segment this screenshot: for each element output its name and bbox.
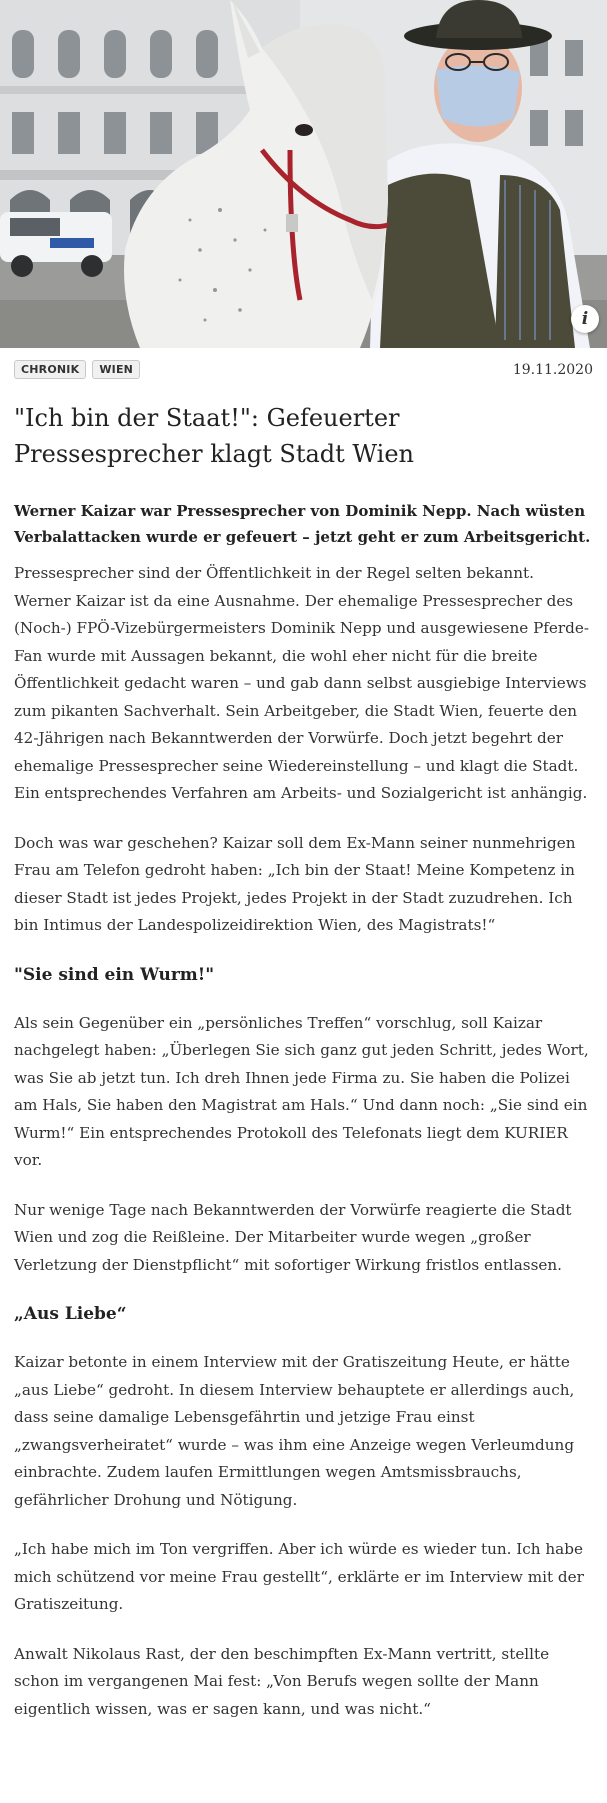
hero-image [0, 0, 607, 348]
tag-list [14, 360, 140, 379]
paragraph-3: Als sein Gegenüber ein „persönliches Treffen“ vorschlug, soll Kaizar nachgelegt haben: „Überlegen Sie sich ganz gut jeden Schritt, jedes Wort, was Sie ab jetzt tun. Ich dreh Ihnen jede Firma zu. Sie haben die Polizei am Hals, Sie haben den Magistrat am Hals.“ Und dann noch: „Sie sind ein Wurm!“ Ein entsprechendes Protokoll des Telefonats liegt dem KURIER vor. [14, 1013, 589, 1169]
article-meta [14, 348, 593, 396]
paragraph-2: Doch was war geschehen? Kaizar soll dem Ex-Mann seiner nunmehrigen Frau am Telefon gedroht haben: „Ich bin der Staat! Meine Kompetenz in dieser Stadt ist jedes Projekt, jedes Projekt in der Stadt zuzudrehen. Ich bin Intimus der Landespolizeidirektion Wien, des Magistrats!“ [14, 833, 576, 934]
paragraph-4: Nur wenige Tage nach Bekanntwerden der Vorwürfe reagierte die Stadt Wien und zog die Reißleine. Der Mitarbeiter wurde wegen „großer Verletzung der Dienstpflicht“ mit sofortiger Wirkung fristlos entlassen. [14, 1200, 572, 1274]
hero-photo-illustration [0, 0, 607, 348]
subheading-aus-liebe: „Aus Liebe“ [14, 1304, 127, 1324]
tag-chronik[interactable]: CHRONIK [14, 360, 86, 379]
subheading-wurm: "Sie sind ein Wurm!" [14, 964, 215, 985]
paragraph-6: „Ich habe mich im Ton vergriffen. Aber ich würde es wieder tun. Ich habe mich schützend vor meine Frau gestellt“, erklärte er im Interview mit der Gratiszeitung. [14, 1540, 584, 1613]
article-lead: Werner Kaizar war Pressesprecher von Dominik Nepp. Nach wüsten Verbalattacken wurde er gefeuert – jetzt geht er zum Arbeitsgericht. [14, 502, 591, 546]
paragraph-7: Anwalt Nikolaus Rast, der den beschimpften Ex-Mann vertritt, stellte schon im vergangenen Mai fest: „Von Berufs wegen sollte der Mann eigentlich wissen, was er sagen kann, und was nicht.“ [14, 1644, 550, 1718]
paragraph-1: Pressesprecher sind der Öffentlichkeit in der Regel selten bekannt. Werner Kaizar ist da eine Ausnahme. Der ehemalige Pressesprecher des (Noch-) FPÖ-Vizebürgermeisters Dominik Nepp und ausgewiesene Pferde-Fan wurde mit Aussagen bekannt, die wohl eher nicht für die breite Öffentlichkeit gedacht waren – und gab dann selbst ausgiebige Interviews zum pikanten Sachverhalt. Sein Arbeitgeber, die Stadt Wien, feuerte den 42-Jährigen nach Bekanntwerden der Vorwürfe. Doch jetzt begehrt der ehemalige Pressesprecher seine Wiedereinstellung – und klagt die Stadt. Ein entsprechendes Verfahren am Arbeits- und Sozialgericht ist anhängig. [14, 564, 590, 802]
tag-wien[interactable]: WIEN [92, 360, 140, 379]
info-icon[interactable]: i [571, 305, 599, 333]
publish-date: 19.11.2020 [512, 362, 593, 378]
paragraph-5: Kaizar betonte in einem Interview mit der Gratiszeitung Heute, er hätte „aus Liebe“ gedroht. In diesem Interview behauptete er allerdings auch, dass seine damalige Lebensgefährtin und jetzige Frau einst „zwangsverheiratet“ wurde – was ihm eine Anzeige wegen Verleumdung einbrachte. Zudem laufen Ermittlungen wegen Amtsmissbrauchs, gefährlicher Drohung und Nötigung. [14, 1353, 575, 1509]
article-title: "Ich bin der Staat!": Gefeuerter Pressesprecher klagt Stadt Wien [14, 404, 414, 468]
article-body [0, 396, 607, 1723]
